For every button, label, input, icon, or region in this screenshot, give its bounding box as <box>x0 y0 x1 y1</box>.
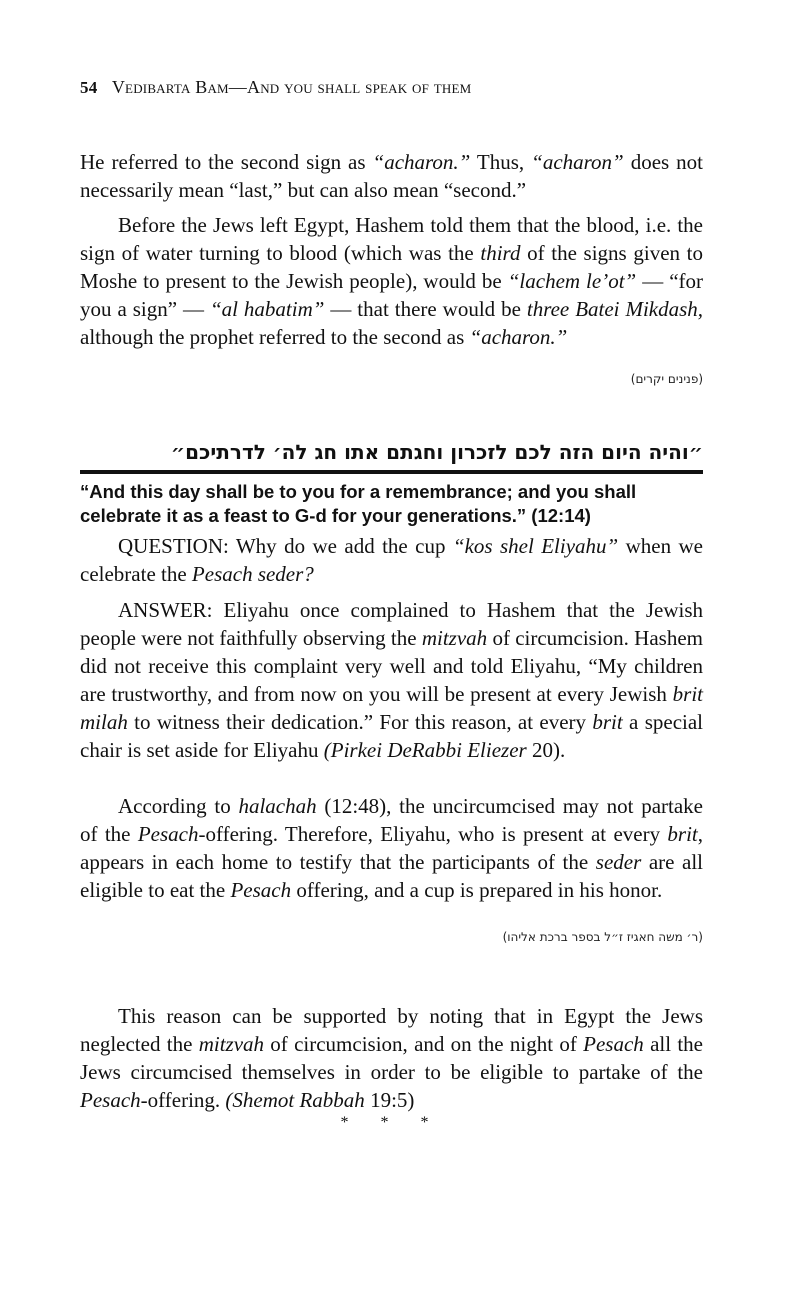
italic-term: Pesach <box>583 1032 644 1056</box>
text-run: of circumcision. Hashem did not receive this complaint very well and told Eliyahu, “My children are trustworthy, and from now on you will be present at every Jewish <box>80 626 703 706</box>
italic-term: (Shemot Rabbah <box>225 1088 365 1112</box>
paragraph <box>80 792 703 904</box>
italic-term: “acharon.” <box>469 325 568 349</box>
text-run: -offering. Therefore, Eliyahu, who is present at every <box>198 822 668 846</box>
paragraph-batei-mikdash <box>80 211 703 351</box>
italic-term: “al habatim” <box>209 297 325 321</box>
text-run: of the signs given to Moshe to present to the Jewish people), would be <box>80 241 703 293</box>
italic-term: brit <box>667 822 698 846</box>
italic-term: Pesach <box>230 878 292 902</box>
text-run: all the Jews circumcised themselves in order to be eligible to partake of the <box>80 1032 703 1084</box>
text-run: — “for you a sign” — <box>80 269 704 321</box>
paragraph <box>80 596 703 764</box>
text-run: of circumcision, and on the night of <box>264 1032 584 1056</box>
text-run: Thus, <box>470 150 532 174</box>
source-citation: (ר׳ משה חאגיז ז״ל בספר ברכת אליהו) <box>502 930 703 944</box>
italic-term: brit <box>592 710 623 734</box>
text-run: does not necessarily mean “last,” but can also mean “second.” <box>80 150 703 202</box>
english-verse-translation: “And this day shall be to you for a remembrance; and you shall celebrate it as a feast to G-d for your generations.” (12:14) <box>80 481 637 526</box>
text-run: 19:5) <box>364 1088 415 1112</box>
text-run: According to <box>118 794 239 818</box>
italic-term: Pesach <box>80 1088 141 1112</box>
paragraph <box>80 532 703 588</box>
italic-term: “acharon” <box>531 150 624 174</box>
source-citation: (פנינים יקרים) <box>630 372 703 386</box>
asterism: * * * <box>340 1114 443 1131</box>
answer-paragraph <box>80 596 703 764</box>
italic-term: third <box>480 241 521 265</box>
italic-term: Pesach <box>137 822 199 846</box>
text-run: He referred to the second sign as <box>80 150 373 174</box>
paragraph-acharon <box>80 148 703 204</box>
question-paragraph <box>80 532 703 588</box>
text-run: , appears in each home to testify that the participants of the <box>80 822 703 874</box>
halachah-paragraph <box>80 792 703 904</box>
paragraph <box>80 148 703 204</box>
running-head <box>80 77 471 98</box>
italic-term: halachah <box>238 794 317 818</box>
italic-term: “kos shel Eliyahu” <box>452 534 619 558</box>
source-citation-2 <box>80 930 703 944</box>
text-run: 20). <box>526 738 566 762</box>
italic-term: “acharon.” <box>372 150 471 174</box>
italic-term: Pesach seder? <box>191 562 314 586</box>
running-title: Vedibarta Bam—And you shall speak of them <box>111 77 472 97</box>
paragraph <box>80 1002 703 1114</box>
text-run: are all eligible to eat the <box>80 850 703 902</box>
section-heading <box>80 440 703 528</box>
text-run: when we celebrate the <box>80 534 703 586</box>
italic-term: “lachem le’ot” <box>507 269 637 293</box>
italic-term: mitzvah <box>421 626 488 650</box>
hebrew-verse-heading: ״והיה היום הזה לכם לזכרון וחגתם אתו חג לה׳ לדרתיכם״ <box>80 440 703 474</box>
paragraph <box>80 211 703 351</box>
section-end-ornament <box>80 1114 703 1132</box>
page-number: 54 <box>80 78 98 97</box>
text-run: offering, and a cup is prepared in his honor. <box>291 878 663 902</box>
text-run: -offering. <box>140 1088 226 1112</box>
italic-term: brit milah <box>80 682 703 734</box>
text-run: — that there would be <box>324 297 527 321</box>
italic-term: mitzvah <box>198 1032 265 1056</box>
text-run: QUESTION: Why do we add the cup <box>118 534 453 558</box>
italic-term: three Batei Mikdash, <box>526 297 704 321</box>
text-run: Before the Jews left Egypt, Hashem told them that the blood, i.e. the sign of water turning to blood (which was the <box>80 213 703 265</box>
support-paragraph <box>80 1002 703 1114</box>
italic-term: seder <box>595 850 642 874</box>
text-run: (12:48), the uncircumcised may not partake of the <box>80 794 703 846</box>
italic-term: (Pirkei DeRabbi Eliezer <box>323 738 527 762</box>
text-run: although the prophet referred to the second as <box>80 325 470 349</box>
text-run: to witness their dedication.” For this reason, at every <box>127 710 593 734</box>
text-run: ANSWER: Eliyahu once complained to Hashem that the Jewish people were not faithfully observing the <box>80 598 703 650</box>
source-citation-1 <box>80 372 703 386</box>
text-run: This reason can be supported by noting that in Egypt the Jews neglected the <box>80 1004 703 1056</box>
text-run: a special chair is set aside for Eliyahu <box>80 710 704 762</box>
